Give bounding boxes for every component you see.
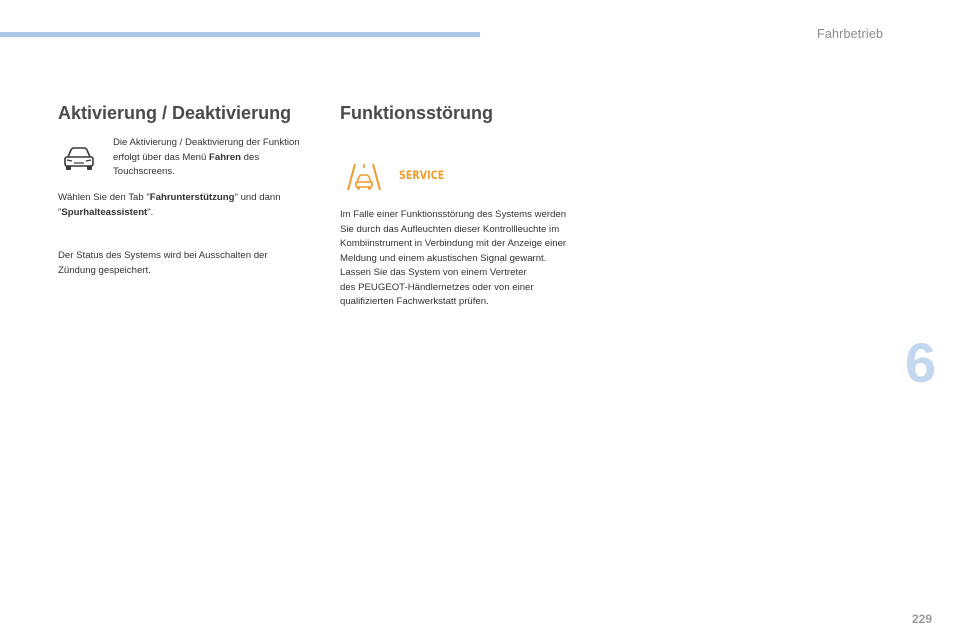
activation-description	[113, 136, 313, 180]
chapter-number: 6	[905, 331, 937, 394]
tab-text-part-3: ".	[147, 206, 154, 218]
car-front-icon	[62, 146, 96, 172]
activation-menu-name: Fahren	[209, 151, 241, 163]
malfunction-description	[340, 208, 610, 310]
tab-text-part-2: " und dann "	[58, 192, 281, 218]
malfunction-line: qualifizierten Fachwerkstatt prüfen.	[340, 296, 489, 307]
service-warning-label: SERVICE	[399, 168, 445, 182]
tab-selection-instruction	[58, 191, 318, 220]
malfunction-line: Sie durch das Aufleuchten dieser Kontrollleuchte im	[340, 223, 560, 235]
page-number: 229	[912, 612, 933, 626]
chapter-title: Fahrbetrieb	[817, 27, 884, 41]
malfunction-heading: Funktionsstörung	[340, 103, 493, 123]
activation-heading: Aktivierung / Deaktivierung	[58, 103, 292, 123]
activation-text-part-1: Die Aktivierung / Deaktivierung der Funktion erfolgt über das Menü	[113, 137, 300, 163]
tab-text-part-1: Wählen Sie den Tab "	[58, 192, 150, 203]
malfunction-line: des PEUGEOT-Händlernetzes oder von einer	[340, 281, 534, 293]
malfunction-line: Lassen Sie das System von einem Vertreter	[340, 267, 527, 278]
malfunction-line: Meldung und einem akustischen Signal gewarnt.	[340, 252, 547, 264]
malfunction-line: Im Falle einer Funktionsstörung des Systems werden	[340, 209, 567, 220]
tab-name-2: Spurhalteassistent	[61, 206, 148, 218]
chapter-accent-bar	[0, 32, 480, 37]
status-description: Der Status des Systems wird bei Ausschalten der Zündung gespeichert.	[58, 250, 268, 276]
activation-text-part-2: des Touchscreens.	[113, 151, 260, 177]
malfunction-line: Kombiinstrument in Verbindung mit der Anzeige einer	[340, 238, 567, 249]
lane-keeping-warning-icon	[344, 160, 384, 194]
tab-name-1: Fahrunterstützung	[149, 192, 235, 203]
